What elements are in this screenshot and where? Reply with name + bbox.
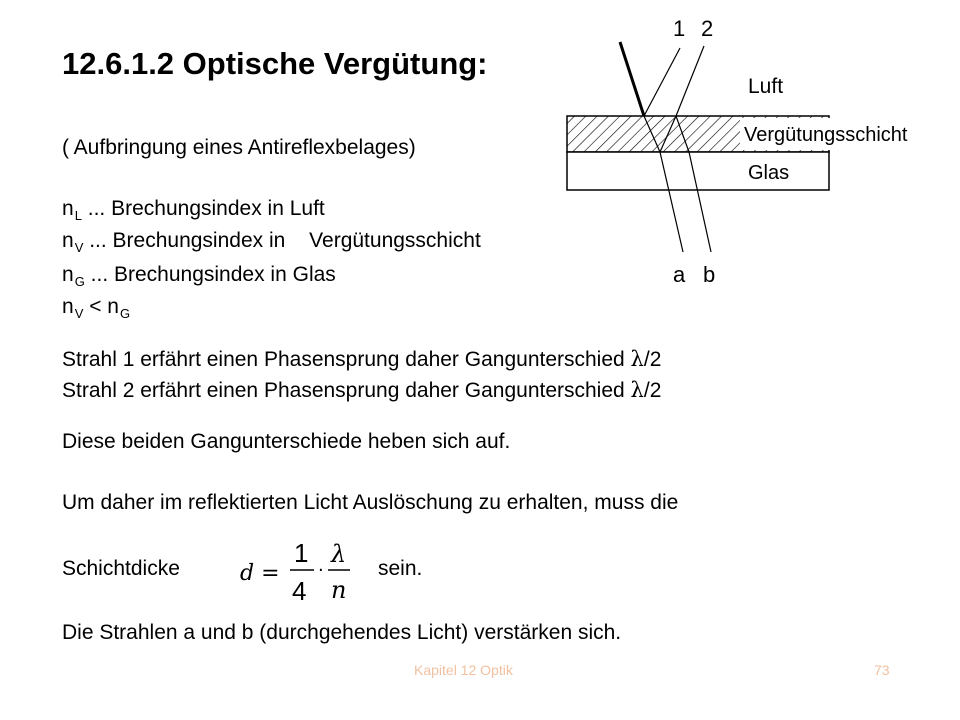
- ray-label-1: 1: [673, 16, 686, 41]
- formula-den2: n: [331, 576, 347, 604]
- subtitle: ( Aufbringung eines Antireflexbelages): [62, 136, 416, 159]
- inequality: $n_V < n_G$: [62, 295, 131, 321]
- definition-vergutung: $n_V$ ... Brechungsindex in Vergütungsschicht: [62, 229, 481, 255]
- label-glas: Glas: [748, 162, 790, 184]
- ray-label-a: a: [673, 262, 686, 287]
- formula-den1: 4: [292, 576, 307, 606]
- formula-num2: λ: [331, 540, 347, 568]
- extinction-text: Um daher im reflektierten Licht Auslöschung zu erhalten, muss die: [62, 491, 679, 514]
- ray-2-text: Strahl 2 erfährt einen Phasensprung daher Gangunterschied λ/2: [62, 378, 662, 402]
- formula-num1: 1: [294, 538, 309, 568]
- cancel-text: Diese beiden Gangunterschiede heben sich auf.: [62, 430, 511, 453]
- ray-label-b: b: [703, 262, 716, 287]
- label-luft: Luft: [748, 75, 784, 98]
- footer-chapter: Kapitel 12 Optik: [414, 662, 513, 678]
- thickness-label: Schichtdicke: [62, 557, 180, 580]
- ray-1-reflected: [644, 48, 680, 116]
- thickness-suffix: sein.: [378, 557, 423, 580]
- ray-1-text: Strahl 1 erfährt einen Phasensprung daher Gangunterschied λ/2: [62, 347, 662, 371]
- formula-dot: ·: [318, 560, 324, 581]
- label-vergutungsschicht: Vergütungsschicht: [744, 124, 908, 146]
- page-title: 12.6.1.2 Optische Vergütung:: [62, 46, 488, 81]
- ray-1-incident: [620, 42, 644, 116]
- formula-lhs: d =: [240, 561, 280, 586]
- definition-luft: $n_L$ ... Brechungsindex in Luft: [62, 197, 325, 223]
- ray-2-reflected: [676, 46, 704, 116]
- transmit-text: Die Strahlen a und b (durchgehendes Licht) verstärken sich.: [62, 621, 622, 644]
- ray-label-2: 2: [701, 16, 714, 41]
- footer-page-number: 73: [874, 662, 890, 678]
- definition-glas: $n_G$ ... Brechungsindex in Glas: [62, 263, 336, 289]
